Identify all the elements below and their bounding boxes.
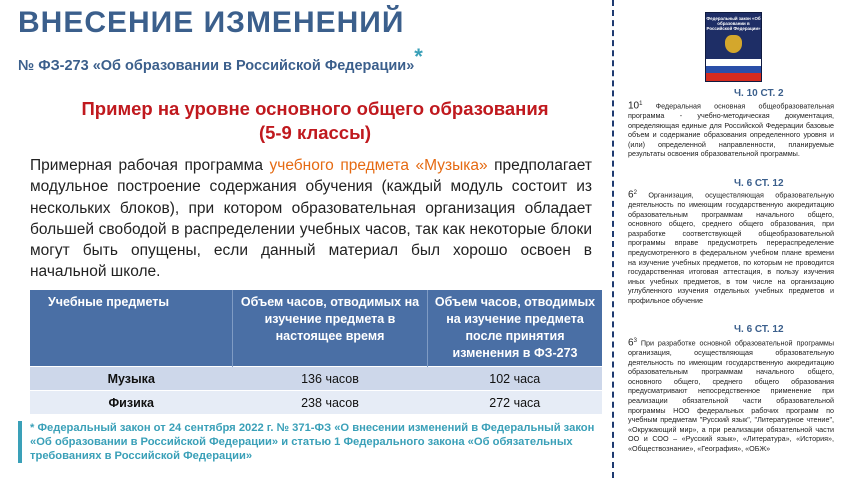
hours-table [30,290,602,414]
new-hours-cell: 102 часа [428,367,603,391]
example-heading [30,97,600,145]
law-book-cover-image [705,12,762,82]
section-heading-2: Ч. 6 СТ. 12 [734,178,784,189]
new-hours-cell: 272 часа [428,391,603,415]
header-subjects: Учебные предметы [30,290,233,367]
subject-cell: Музыка [30,367,233,391]
subject-cell: Физика [30,391,233,415]
header-new-hours: Объем часов, отводимых на изучение предмета после принятия изменения в ФЗ-273 [428,290,603,367]
section-text-3: $6^3$ При разработке основной образовательной программы организация, осуществляющая образовательную деятельность по имеющим государственную аккредитацию образовательным программам начального общего, основного общего, среднего общего образования предусматривают непосредственное применение при реализации обязательной части образовательной программы НОО федеральных рабочих программ по учебным предметам "Русский язык", "Литературное чтение", «Окружающий мир», а при реализации обязательной части ОО и СОО – «Русский язык», «Литература», «История», «Обществознание», «География», «ОБЖ» [628,337,834,453]
body-paragraph [30,155,592,283]
page-title: ВНЕСЕНИЕ ИЗМЕНЕНИЙ [18,6,405,39]
flag-stripe-white [706,59,761,66]
header-current-hours: Объем часов, отводимых на изучение предмета в настоящее время [233,290,428,367]
section-text-2: $6^2$ Организация, осуществляющая образовательную деятельность по имеющим государственную аккредитацию образовательным программам начального общего, основного общего, среднего общего образования, при разработке соответствующей общеобразовательной программы вправе предусмотреть перераспределение предусмотренного в федеральном учебном плане времени на изучение учебных предметов, по которым не проводится государственная итоговая аттестация, в пользу изучения иных учебных предметов, в том числе на организацию углубленного изучения отдельных учебных предметов и профильное обучение [628,189,834,305]
body-text-part2: предполагает модульное построение содержания обучения (каждый модуль состоит из нескольких блоков), при котором образовательная организация обладает большей свободой в распределении учебных часов, так как некоторые блоки могут быть опущены, если данный материал был хорошо освоен в начальной школе. [30,157,592,281]
example-heading-line1: Пример на уровне основного общего образования [81,98,549,119]
current-hours-cell: 238 часов [233,391,428,415]
section-text-1: $10^1$ Федеральная основная общеобразовательная программа - учебно-методическая документация, определяющая единые для Российской Федерации базовые объем и содержание образования определенного уровня и (или) определенной направленности, планируемые результаты освоения образовательной программы. [628,100,834,159]
coat-of-arms-icon [725,35,742,53]
table-row [30,391,602,415]
section-heading-1: Ч. 10 СТ. 2 [734,88,784,99]
book-title: Федеральный закон «Об образовании в Российской Федерации» [706,16,761,31]
law-name: № ФЗ-273 «Об образовании в Российской Федерации» [18,58,415,74]
flag-stripe-red [706,73,761,81]
table-row [30,367,602,391]
body-text-part1: Примерная рабочая программа [30,157,270,174]
body-highlight: учебного предмета «Музыка» [269,157,488,174]
flag-stripe-blue [706,66,761,73]
table-header-row [30,290,602,367]
section-heading-3: Ч. 6 СТ. 12 [734,324,784,335]
law-subtitle [18,44,423,76]
footnote-star: * [414,44,423,69]
example-heading-line2: (5-9 классы) [258,122,372,143]
current-hours-cell: 136 часов [233,367,428,391]
footnote: * Федеральный закон от 24 сентября 2022 г. № 371-ФЗ «О внесении изменений в Федеральный закон «Об образовании в Российской Федерации» и статью 1 Федерального закона «Об обязательных требованиях в Российской Федерации» [18,421,610,463]
sidebar-divider [612,0,614,478]
